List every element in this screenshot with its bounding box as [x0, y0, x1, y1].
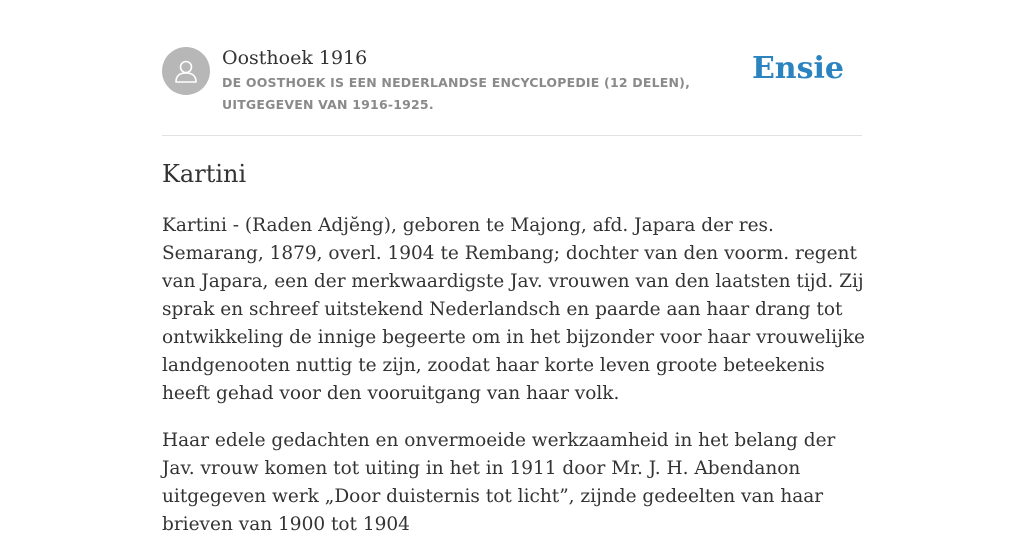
source-description: DE OOSTHOEK IS EEN NEDERLANDSE ENCYCLOPEDIE (12 DELEN), UITGEGEVEN VAN 1916-1925. — [222, 75, 691, 112]
avatar[interactable] — [162, 47, 210, 95]
entry-body — [162, 212, 867, 558]
header-divider — [162, 135, 862, 136]
entry-paragraph: Haar edele gedachten en onvermoeide werkzaamheid in het belang der Jav. vrouw komen tot uiting in het in 1911 door Mr. J. H. Abendanon uitgegeven werk „Door duisternis tot licht”, zijnde gedeelten van haar brieven van 1900 tot 1904 — [162, 430, 836, 535]
ensie-logo[interactable]: Ensie — [751, 51, 844, 86]
entry-title: Kartini — [162, 160, 247, 188]
user-silhouette-icon — [172, 57, 200, 85]
source-title[interactable]: Oosthoek 1916 — [222, 47, 368, 69]
entry-paragraph: Kartini - (Raden Adjĕng), geboren te Majong, afd. Japara der res. Semarang, 1879, overl. 1904 te Rembang; dochter van den voorm. regent van Japara, een der merkwaardigste Jav. vrouwen van den laatsten tijd. Zij sprak en schreef uitstekend Nederlandsch en paarde aan haar drang tot ontwikkeling de innige begeerte om in het bijzonder voor haar vrouwelijke landgenooten nuttig te zijn, zoodat haar korte leven groote beteekenis heeft gehad voor den vooruitgang van haar volk. — [162, 215, 865, 404]
source-header — [162, 46, 862, 135]
